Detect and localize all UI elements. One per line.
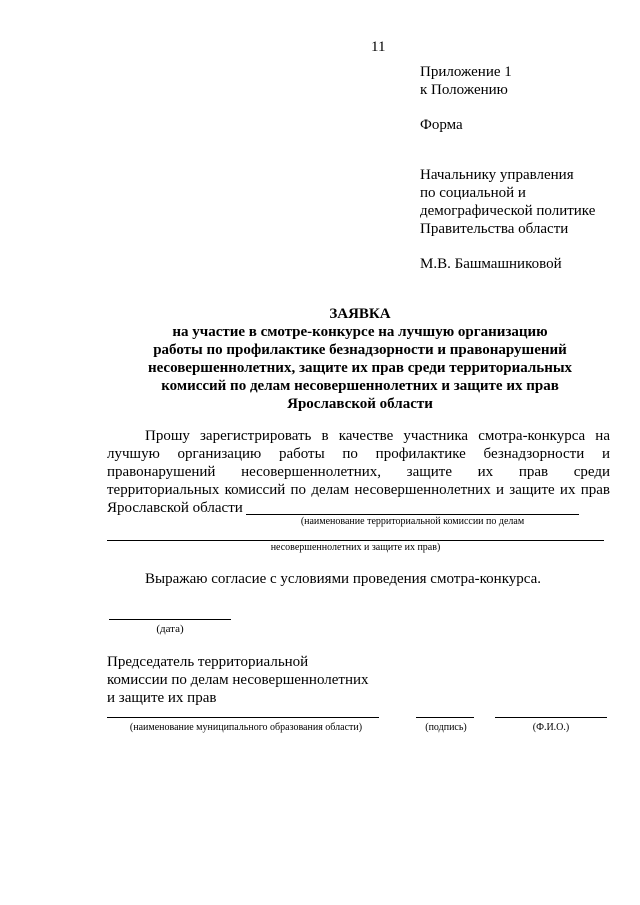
regulation-reference: к Положению (420, 82, 508, 98)
addressee-line: Правительства области (420, 221, 569, 237)
commission-name-field-line-2 (107, 540, 604, 541)
addressee-line: по социальной и (420, 185, 526, 201)
request-paragraph (107, 427, 610, 499)
request-line: лучшую организацию работы по профилактике безнадзорности и (107, 446, 610, 462)
signatory-line: Председатель территориальной (107, 654, 309, 670)
date-field-line (109, 619, 231, 620)
municipality-field-line (107, 717, 379, 718)
addressee-name: М.В. Башмашниковой (420, 256, 562, 272)
signature-field-line (416, 717, 474, 718)
title-line: комиссий по делам несовершеннолетних и защите их прав (161, 378, 559, 394)
title-line: Ярославской области (287, 396, 433, 412)
signatory-line: комиссии по делам несовершеннолетних (107, 672, 369, 688)
signature-caption: (подпись) (425, 722, 467, 733)
full-name-caption: (Ф.И.О.) (532, 722, 570, 733)
signatory-line: и защите их прав (107, 690, 217, 706)
document-title: ЗАЯВКА (329, 306, 391, 322)
appendix-label: Приложение 1 (420, 64, 512, 80)
full-name-field-line (495, 717, 607, 718)
date-caption: (дата) (156, 623, 184, 635)
consent-statement: Выражаю согласие с условиями проведения смотра-конкурса. (145, 571, 542, 587)
municipality-caption: (наименование муниципального образования области) (129, 722, 363, 733)
form-label: Форма (420, 117, 463, 133)
request-line: территориальных комиссий по делам несовершеннолетних и защите их прав (107, 482, 610, 498)
title-line: несовершеннолетних, защите их прав среди территориальных (147, 360, 573, 376)
request-line: правонарушений несовершеннолетних, защите их прав среди (107, 464, 610, 480)
commission-name-field-line (246, 514, 579, 515)
addressee-line: Начальнику управления (420, 167, 574, 183)
commission-name-caption-2: несовершеннолетних и защите их прав) (270, 542, 441, 553)
title-line: на участие в смотре-конкурсе на лучшую организацию (172, 324, 548, 340)
commission-name-caption: (наименование территориальной комиссии по делам (300, 516, 525, 527)
request-line: Прошу зарегистрировать в качестве участника смотра-конкурса на (145, 428, 610, 444)
title-line: работы по профилактике безнадзорности и правонарушений (153, 342, 567, 358)
addressee-line: демографической политике (420, 203, 596, 219)
page-number: 11 (371, 39, 386, 55)
request-last-line: Ярославской области (107, 500, 243, 516)
